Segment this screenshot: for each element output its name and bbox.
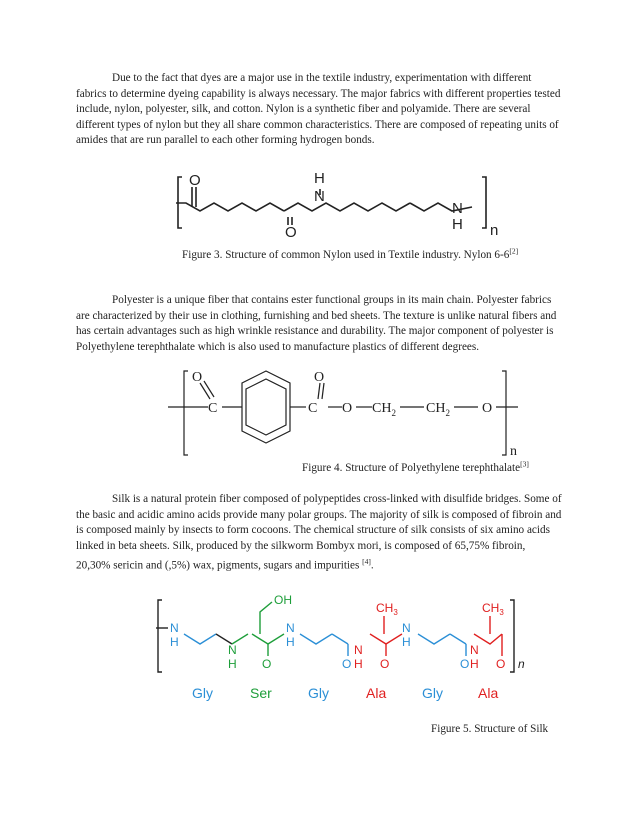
residue-label-ala-1: Ala xyxy=(366,685,387,701)
caption-figure-4 xyxy=(302,459,529,474)
caption-figure-3-text: Figure 3. Structure of common Nylon used in Textile industry. Nylon 6-6 xyxy=(182,249,510,261)
atom-o-5: O xyxy=(496,657,506,671)
atom-h-top: H xyxy=(314,170,325,187)
atom-h-5: H xyxy=(402,635,411,649)
residue-label-ser: Ser xyxy=(250,685,272,701)
caption-figure-4-text: Figure 4. Structure of Polyethylene terephthalate xyxy=(302,462,521,474)
atom-c-left: C xyxy=(208,401,218,416)
paragraph-silk-ref: [4] xyxy=(362,557,371,567)
caption-figure-3-ref: [2] xyxy=(509,246,519,256)
atom-o-right-carbonyl: O xyxy=(314,370,325,385)
atom-h-4: H xyxy=(354,657,363,671)
atom-o-2: O xyxy=(342,657,352,671)
residue-label-gly-1: Gly xyxy=(192,685,213,701)
atom-c-right: C xyxy=(308,401,318,416)
atom-o-left: O xyxy=(192,370,203,385)
figure-pet-structure xyxy=(166,369,528,469)
caption-figure-4-ref: [3] xyxy=(520,459,529,469)
atom-n-5: N xyxy=(402,621,411,635)
caption-figure-5-text: Figure 5. Structure of Silk xyxy=(431,723,549,735)
atom-o-top: O xyxy=(189,172,201,189)
atom-n-3: N xyxy=(286,621,295,635)
paragraph-nylon xyxy=(76,71,562,149)
caption-figure-3 xyxy=(182,246,519,261)
group-ch2-second: $CH_2$ xyxy=(426,401,450,418)
paragraph-silk-text: Silk is a natural protein fiber composed of polypeptides cross-linked with disulfide bridges. Some of the basic and acidic amino acids provide many polar groups. The majority of silk is composed of fibroin and is composed mainly by insects to form cocoons. The chemical structure of silk consists of six amino acids linked in beta sheets. Silk, produced by the silkworm Bombyx mori, is composed of 65,75% fibroin, 20,30% sericin and (,5%) wax, pigments, sugars and impurities [4]. xyxy=(76,493,562,573)
paragraph-silk xyxy=(76,492,562,575)
residue-label-gly-3: Gly xyxy=(422,685,443,701)
figure-nylon-structure xyxy=(172,165,512,240)
atom-o-ester: O xyxy=(342,401,353,416)
paragraph-polyester xyxy=(76,293,562,355)
atom-n-6: N xyxy=(470,643,479,657)
atom-n-4: N xyxy=(354,643,363,657)
figure-silk-structure xyxy=(156,588,528,708)
atom-o-end: O xyxy=(482,401,493,416)
atom-h-right: H xyxy=(452,216,463,233)
atom-oh: OH xyxy=(274,593,292,607)
atom-n-1: N xyxy=(170,621,179,635)
atom-n-right: N xyxy=(452,200,463,217)
atom-h-2: H xyxy=(228,657,237,671)
group-ch3-2: $CH_3$ xyxy=(482,601,504,617)
atom-h-6: H xyxy=(470,657,479,671)
atom-o-bottom: O xyxy=(285,224,297,241)
atom-n-mid: N xyxy=(314,188,325,205)
subscript-n: n xyxy=(490,222,499,239)
atom-h-3: H xyxy=(286,635,295,649)
atom-o-4: O xyxy=(460,657,470,671)
atom-h-1: H xyxy=(170,635,179,649)
atom-o-1: O xyxy=(262,657,272,671)
subscript-n: n xyxy=(518,657,525,671)
group-ch3-1: $CH_3$ xyxy=(376,601,398,617)
caption-figure-5 xyxy=(431,723,548,735)
paragraph-nylon-text: Due to the fact that dyes are a major use in the textile industry, experimentation with different fabrics to determine dyeing capability is always necessary. The major fabrics with different properties tested include, nylon, polyester, silk, and cotton. Nylon is a synthetic fiber and polyamide. There are several different types of nylon but they all share common characteristics. There are composed of repeating units of amides that are run parallel to each other forming hydrogen bonds. xyxy=(76,72,561,147)
residue-label-gly-2: Gly xyxy=(308,685,329,701)
residue-label-ala-2: Ala xyxy=(478,685,499,701)
paragraph-polyester-text: Polyester is a unique fiber that contains ester functional groups in its main chain. Polyester fabrics are characterized by their use in clothing, furnishing and bed sheets. The texture is unlike natural fibers and has certain advantages such as high wrinkle resistance and durability. The major component of polyester is Polyethylene terephthalate which is also used to manufacture plastics of different degrees. xyxy=(76,294,557,353)
atom-o-3: O xyxy=(380,657,390,671)
subscript-n: n xyxy=(510,444,517,459)
atom-n-2: N xyxy=(228,643,237,657)
group-ch2-first: $CH_2$ xyxy=(372,401,396,418)
